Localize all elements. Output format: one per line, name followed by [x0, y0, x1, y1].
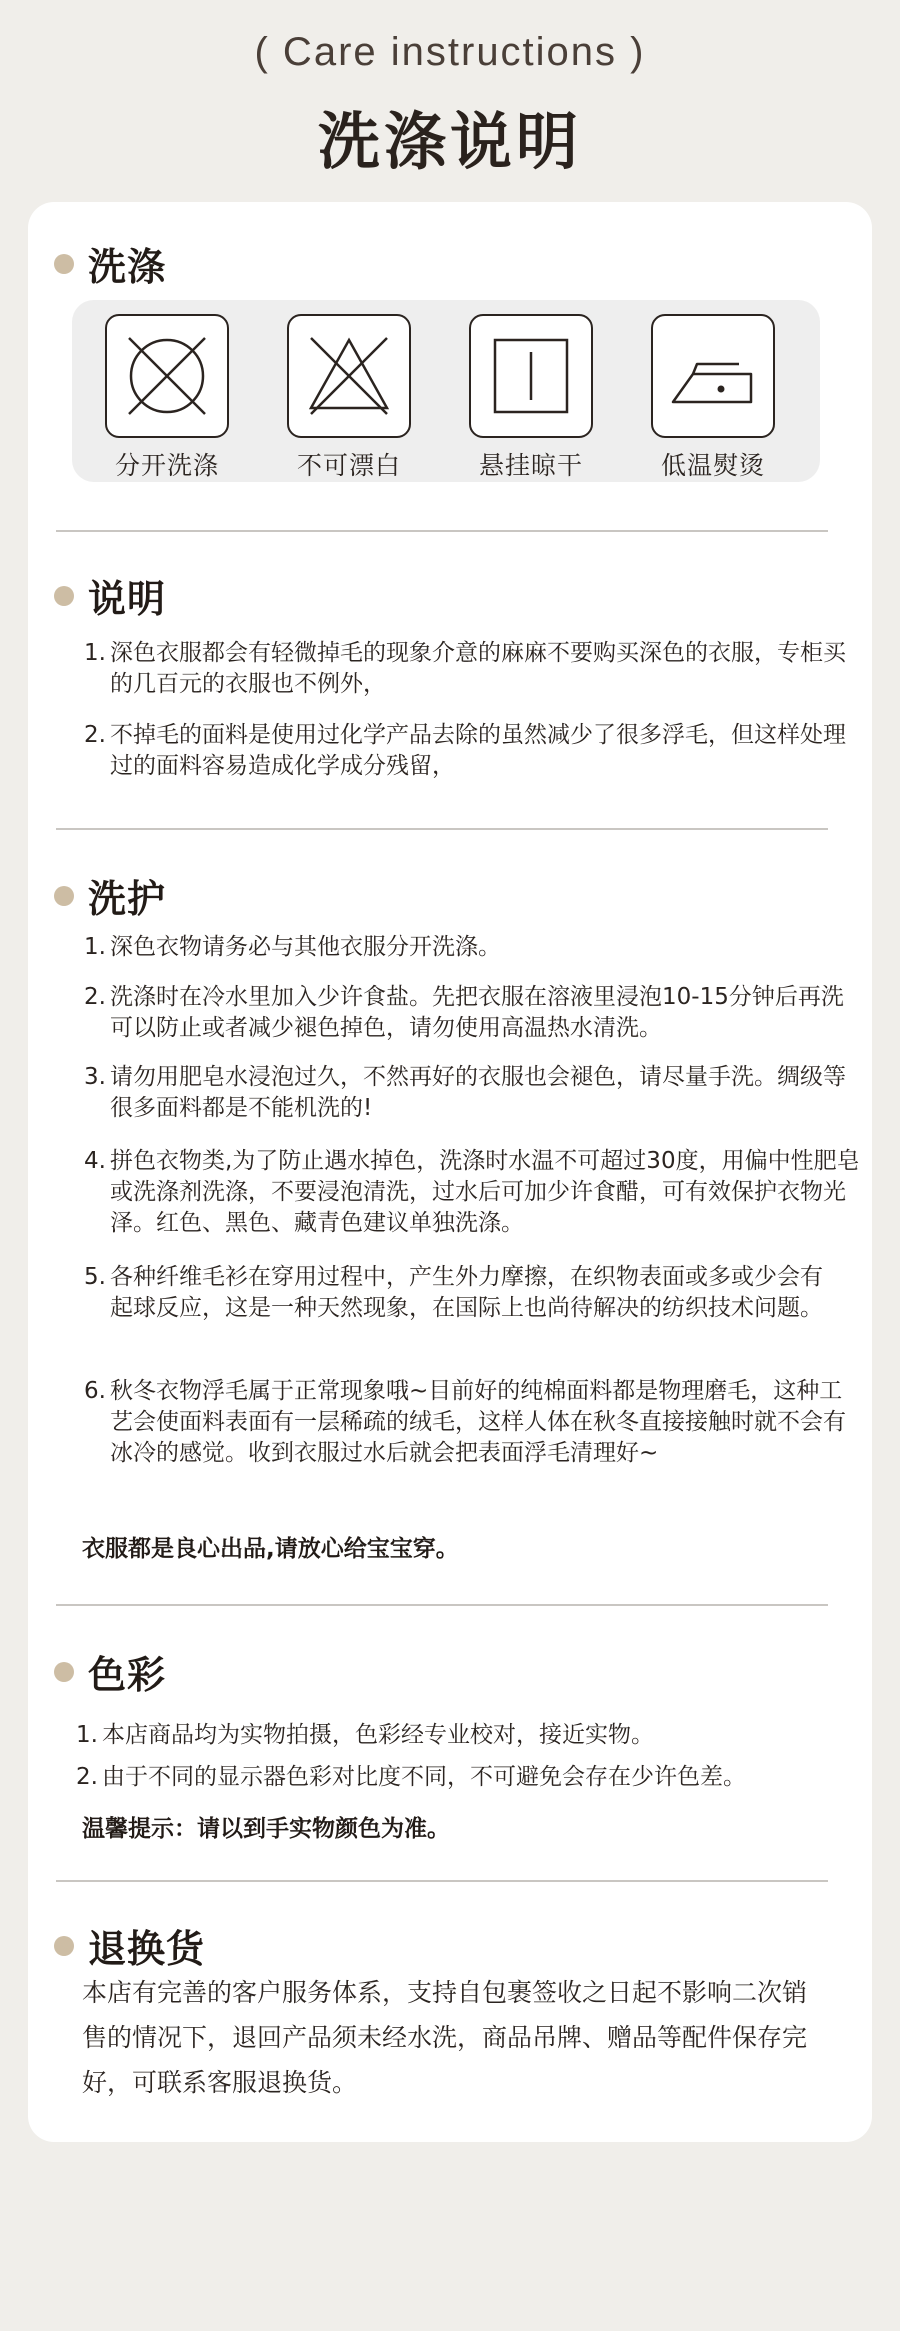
low-iron-icon [651, 314, 775, 438]
section-divider [56, 828, 828, 830]
section-divider [56, 1880, 828, 1882]
bullet-dot [54, 1662, 74, 1682]
list-item: 1. 深色衣物请务必与其他衣服分开洗涤。 [84, 934, 501, 960]
list-item: 2. 洗涤时在冷水里加入少许食盐。先把衣服在溶液里浸泡10-15分钟后再洗可以防止或者减少褪色掉色，请勿使用高温热水清洗。 [84, 984, 844, 1041]
icon-label: 不可漂白 [296, 451, 401, 480]
section-title: 色彩 [88, 1653, 167, 1697]
list-item: 1. 本店商品均为实物拍摄，色彩经专业校对，接近实物。 [76, 1722, 654, 1748]
icon-label: 悬挂晾干 [478, 451, 583, 480]
list-item: 1. 深色衣服都会有轻微掉毛的现象介意的麻麻不要购买深色的衣服，专柜买的几百元的衣服也不例外， [84, 640, 846, 697]
care-icon-item [92, 314, 242, 482]
icon-label: 分开洗涤 [114, 451, 219, 480]
section-divider [56, 1604, 828, 1606]
section-care-heading [54, 868, 166, 923]
list-item: 3. 请勿用肥皂水浸泡过久，不然再好的衣服也会褪色，请尽量手洗。绸级等很多面料都是不能机洗的! [84, 1064, 846, 1121]
returns-text: 本店有完善的客户服务体系，支持自包裹签收之日起不影响二次销售的情况下，退回产品须未经水洗，商品吊牌、赠品等配件保存完好，可联系客服退换货。 [82, 1978, 808, 2097]
list-item: 5. 各种纤维毛衫在穿用过程中，产生外力摩擦，在织物表面或多或少会有起球反应，这是一种天然现象，在国际上也尚待解决的纺织技术问题。 [84, 1264, 823, 1321]
section-title: 退换货 [88, 1927, 206, 1971]
list-item: 2. 不掉毛的面料是使用过化学产品去除的虽然减少了很多浮毛，但这样处理过的面料容易造成化学成分残留， [84, 722, 846, 779]
page-title: 洗涤说明 [317, 105, 582, 178]
list-item: 4. 拼色衣物类,为了防止遇水掉色，洗涤时水温不可超过30度，用偏中性肥皂或洗涤剂洗涤，不要浸泡清洗，过水后可加少许食醋，可有效保护衣物光泽。红色、黑色、藏青色建议单独洗涤。 [84, 1148, 860, 1236]
section-wash-heading [54, 236, 166, 291]
section-explain-heading [54, 568, 166, 623]
care-icons-panel [72, 300, 820, 482]
bullet-dot [54, 586, 74, 606]
section-color-heading [54, 1644, 166, 1699]
page-subtitle: ( Care instructions ) [254, 30, 646, 74]
hang-dry-icon [469, 314, 593, 438]
bullet-dot [54, 1936, 74, 1956]
list-item: 6. 秋冬衣物浮毛属于正常现象哦~目前好的纯棉面料都是物理磨毛，这种工艺会使面料表面有一层稀疏的绒毛，这样人体在秋冬直接接触时就不会有冰冷的感觉。收到衣服过水后就会把表面浮毛清理好~ [84, 1378, 846, 1466]
care-icon-item [638, 314, 788, 482]
care-icon-item [274, 314, 424, 482]
bullet-dot [54, 886, 74, 906]
wash-separately-icon [105, 314, 229, 438]
care-note: 衣服都是良心出品,请放心给宝宝穿。 [82, 1536, 459, 1562]
list-item: 2. 由于不同的显示器色彩对比度不同，不可避免会存在少许色差。 [76, 1764, 746, 1790]
section-returns-heading [54, 1918, 205, 1973]
bullet-dot [54, 254, 74, 274]
no-bleach-icon [287, 314, 411, 438]
section-title: 说明 [88, 577, 167, 621]
care-icon-item [456, 314, 606, 482]
section-divider [56, 530, 828, 532]
section-title: 洗护 [88, 877, 167, 921]
icon-label: 低温熨烫 [660, 451, 765, 480]
section-title: 洗涤 [88, 245, 167, 289]
color-note: 温馨提示：请以到手实物颜色为准。 [82, 1816, 450, 1842]
